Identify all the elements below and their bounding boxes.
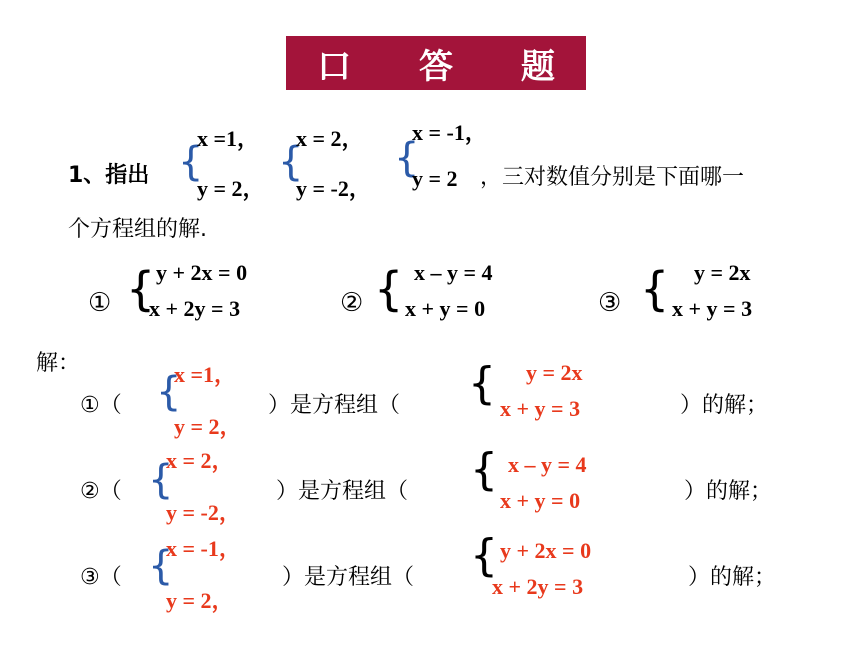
question-text-after: ，三对数值分别是下面哪一 xyxy=(480,165,745,190)
brace-icon: { xyxy=(374,262,404,316)
system1-eq1: y + 2x = 0 xyxy=(156,260,248,285)
row3-mid: ）是方程组（ xyxy=(282,565,415,590)
row1-y: y = 2， xyxy=(174,414,242,439)
row2-num: ②（ xyxy=(80,479,122,504)
brace-icon: { xyxy=(148,457,174,503)
row3-eq1: y + 2x = 0 xyxy=(500,538,592,563)
title-text: 口 答 题 xyxy=(317,46,583,87)
row1-num: ①（ xyxy=(80,393,122,418)
brace-icon: { xyxy=(156,369,182,415)
brace-icon: { xyxy=(278,139,304,185)
system2-eq1: x – y = 4 xyxy=(414,260,493,285)
system3-label: ③ xyxy=(598,288,622,318)
row2-end: ）的解； xyxy=(684,479,773,504)
pair2-y: y = -2， xyxy=(296,176,371,201)
row3-eq2: x + 2y = 3 xyxy=(492,574,584,599)
row2-eq2: x + y = 0 xyxy=(500,488,581,513)
system1-eq2: x + 2y = 3 xyxy=(149,296,241,321)
row1-x: x =1， xyxy=(174,362,237,387)
brace-icon: { xyxy=(470,444,498,495)
solution-label: 解： xyxy=(36,351,81,376)
pair1-y: y = 2， xyxy=(197,176,265,201)
system2-label: ② xyxy=(340,288,364,318)
row2-eq1: x – y = 4 xyxy=(508,452,587,477)
system3-eq1: y = 2x xyxy=(694,260,751,285)
page-title xyxy=(286,36,586,90)
system3-eq2: x + y = 3 xyxy=(672,296,753,321)
pair3-y: y = 2 xyxy=(412,166,458,191)
row2-mid: ）是方程组（ xyxy=(276,479,409,504)
pair3-x: x = -1， xyxy=(412,120,487,145)
row1-end: ）的解； xyxy=(680,393,769,418)
system1-label: ① xyxy=(88,288,112,318)
brace-icon: { xyxy=(148,543,174,589)
row3-num: ③（ xyxy=(80,565,122,590)
brace-icon: { xyxy=(640,262,670,316)
brace-icon: { xyxy=(470,530,498,581)
row3-y: y = 2， xyxy=(166,588,234,613)
question-number xyxy=(68,158,149,189)
question-prefix: 1、指出 xyxy=(68,163,150,188)
row3-end: ）的解； xyxy=(688,565,777,590)
row1-eq2: x + y = 3 xyxy=(500,396,581,421)
brace-icon: { xyxy=(394,135,420,181)
brace-icon: { xyxy=(468,358,496,409)
row3-x: x = -1， xyxy=(166,536,241,561)
row1-mid: ）是方程组（ xyxy=(268,393,401,418)
row2-y: y = -2， xyxy=(166,500,241,525)
row1-eq1: y = 2x xyxy=(526,360,583,385)
row2-x: x = 2， xyxy=(166,448,234,473)
question-text-line2: 个方程组的解. xyxy=(68,217,207,242)
system2-eq2: x + y = 0 xyxy=(405,296,486,321)
brace-icon: { xyxy=(126,262,156,316)
pair1-x: x =1， xyxy=(197,126,260,151)
pair2-x: x = 2， xyxy=(296,126,364,151)
brace-icon: { xyxy=(178,139,204,185)
